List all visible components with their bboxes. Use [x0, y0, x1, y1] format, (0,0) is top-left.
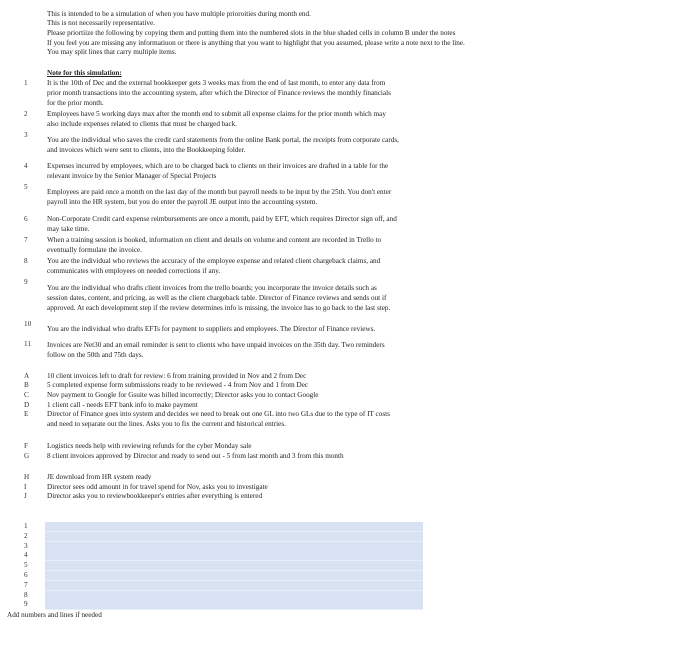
- intro-line: This is intended to be a simulation of when you have multiple prioroities during month end.: [47, 10, 311, 18]
- task-item: 5 completed expense form submissions ready to be reviewed - 4 from Nov and 1 from Dec: [47, 381, 309, 389]
- priority-slot-cell[interactable]: [45, 551, 423, 561]
- task-letter: H: [24, 473, 30, 481]
- task-letter: D: [24, 401, 30, 409]
- task-letter: E: [24, 410, 29, 418]
- note-number: 11: [24, 340, 31, 348]
- slot-number: 3: [24, 541, 28, 550]
- note-line: payroll into the HR system, but you do enter the payroll JE output into the accounting system.: [47, 198, 318, 206]
- task-item: JE download from HR system ready: [47, 473, 152, 481]
- note-line: You are the individual who saves the credit card statements from the online Bank portal, the receipts from corporate cards,: [47, 136, 399, 144]
- task-item: Director sees odd amount in for travel spend for Nov, asks you to investigate: [47, 483, 268, 491]
- note-number: 9: [24, 278, 28, 286]
- task-item: 10 client invoices left to draft for review: 6 from training provided in Nov and 2 from Dec: [47, 372, 307, 380]
- intro-line: This is not necessarily representative.: [47, 19, 155, 27]
- note-line: When a training session is booked, information on client and details on volume and content are recorded in Trello to: [47, 236, 382, 244]
- note-number: 2: [24, 110, 28, 118]
- note-line: communicates with employees on needed corrections if any.: [47, 267, 221, 275]
- intro-line: Please priortiize the following by copying them and putting them into the numbered slots in the blue shaded cells in column B under the notes: [47, 29, 456, 37]
- task-letter: J: [24, 492, 27, 500]
- task-item: 8 client invoices approved by Director and ready to send out - 5 from last month and 3 from this month: [47, 452, 344, 460]
- task-letter: A: [24, 372, 30, 380]
- note-line: Employees have 5 working days max after the month end to submit all expense claims for the prior month which may: [47, 110, 386, 118]
- slot-number: 2: [24, 531, 28, 540]
- task-item: Director asks you to reviewbookkeeper's entries after everything is entered: [47, 492, 263, 500]
- priority-slot-cell[interactable]: [45, 561, 423, 571]
- task-item: 1 client call - needs EFT bank info to make payment: [47, 401, 198, 409]
- note-number: 5: [24, 183, 28, 191]
- intro-line: You may split lines that carry multiple items.: [47, 48, 177, 56]
- task-letter: G: [24, 452, 30, 460]
- priority-slot-cell[interactable]: [45, 542, 423, 552]
- slot-number: 8: [24, 590, 28, 599]
- note-line: eventually formulate the invoice.: [47, 246, 142, 254]
- notes-title: Note for this simulation:: [47, 69, 122, 77]
- note-line: and invoices which were sent to clients, into the Bookkeeping folder.: [47, 146, 246, 154]
- priority-slot-cell[interactable]: [45, 600, 423, 610]
- task-item: Nov payment to Google for Gsuite was billed incorrectly; Director asks you to contact Google: [47, 391, 319, 399]
- note-line: Invoices are Net30 and an email reminder is sent to clients who have unpaid invoices on the 35th day. Two reminders: [47, 341, 385, 349]
- note-number: 4: [24, 162, 28, 170]
- note-line: may take time.: [47, 225, 90, 233]
- intro-line: If you feel you are missing any informatiuon or there is anything that you want to highlight that you assumed, please write a note next to the line.: [47, 39, 465, 47]
- note-line: Expenses incurred by employees, which are to be charged back to clients on their invoices are drafted in a table for the: [47, 162, 389, 170]
- note-line: session dates, content, and pricing, as well as the client chargeback table. Director of Finance reviews and sends out if: [47, 294, 387, 302]
- note-line: prior month transactions into the accounting system, after which the Director of Finance reviews the monthly financials: [47, 89, 391, 97]
- note-line: for the prior month.: [47, 99, 104, 107]
- slot-number: 7: [24, 580, 28, 589]
- note-number: 7: [24, 236, 28, 244]
- task-letter: F: [24, 442, 28, 450]
- note-line: Employees are paid once a month on the last day of the month but payroll needs to be input by the 25th. You don't enter: [47, 188, 392, 196]
- note-line: follow on the 50th and 75th days.: [47, 351, 144, 359]
- note-line: It is the 10th of Dec and the external bookkeeper gets 3 weeks max from the end of last month, to enter any data from: [47, 79, 386, 87]
- task-letter: I: [24, 483, 27, 491]
- note-line: You are the individual who drafts EFTs for payment to suppliers and employees. The Director of Finance reviews.: [47, 325, 376, 333]
- task-item: Logistics needs help with reviewing refunds for the cyber Monday sale: [47, 442, 252, 450]
- note-line: also include expenses related to clients that must be charged back.: [47, 120, 238, 128]
- note-line: Non-Corporate Credit card expense reimbursements are once a month, paid by EFT, which requires Director sign off, and: [47, 215, 397, 223]
- priority-slot-cell[interactable]: [45, 522, 423, 532]
- note-line: relevant invoice by the Senior Manager of Special Projects: [47, 172, 217, 180]
- priority-slot-cell[interactable]: [45, 591, 423, 601]
- note-number: 10: [24, 320, 32, 328]
- footer-note: Add numbers and lines if needed: [7, 611, 102, 619]
- note-line: You are the individual who drafts client invoices from the trello boards; you incorporate the invoice details such as: [47, 284, 377, 292]
- task-item: Director of Finance goes into system and decides we need to break out one GL into two GLs due to the type of IT costs: [47, 410, 390, 418]
- task-letter: C: [24, 391, 29, 399]
- priority-slot-cell[interactable]: [45, 581, 423, 591]
- task-letter: B: [24, 381, 29, 389]
- priority-slot-cell[interactable]: [45, 532, 423, 542]
- note-number: 8: [24, 257, 28, 265]
- slot-number: 1: [24, 522, 28, 530]
- note-number: 6: [24, 215, 28, 223]
- note-number: 3: [24, 131, 28, 139]
- slot-number: 6: [24, 571, 28, 579]
- note-line: approved. At each development step if the review determines info is missing, the invoice has to go back to the last step.: [47, 304, 391, 312]
- slot-number: 5: [24, 561, 28, 570]
- task-item: and need to separate out the lines. Asks you to fix the current and historical entries.: [47, 420, 286, 428]
- note-line: You are the individual who reviews the accuracy of the employee expense and related client chargeback claims, and: [47, 257, 381, 265]
- note-number: 1: [24, 79, 28, 87]
- slot-number: 9: [24, 600, 28, 609]
- slot-number: 4: [24, 551, 28, 560]
- priority-slot-cell[interactable]: [45, 571, 423, 581]
